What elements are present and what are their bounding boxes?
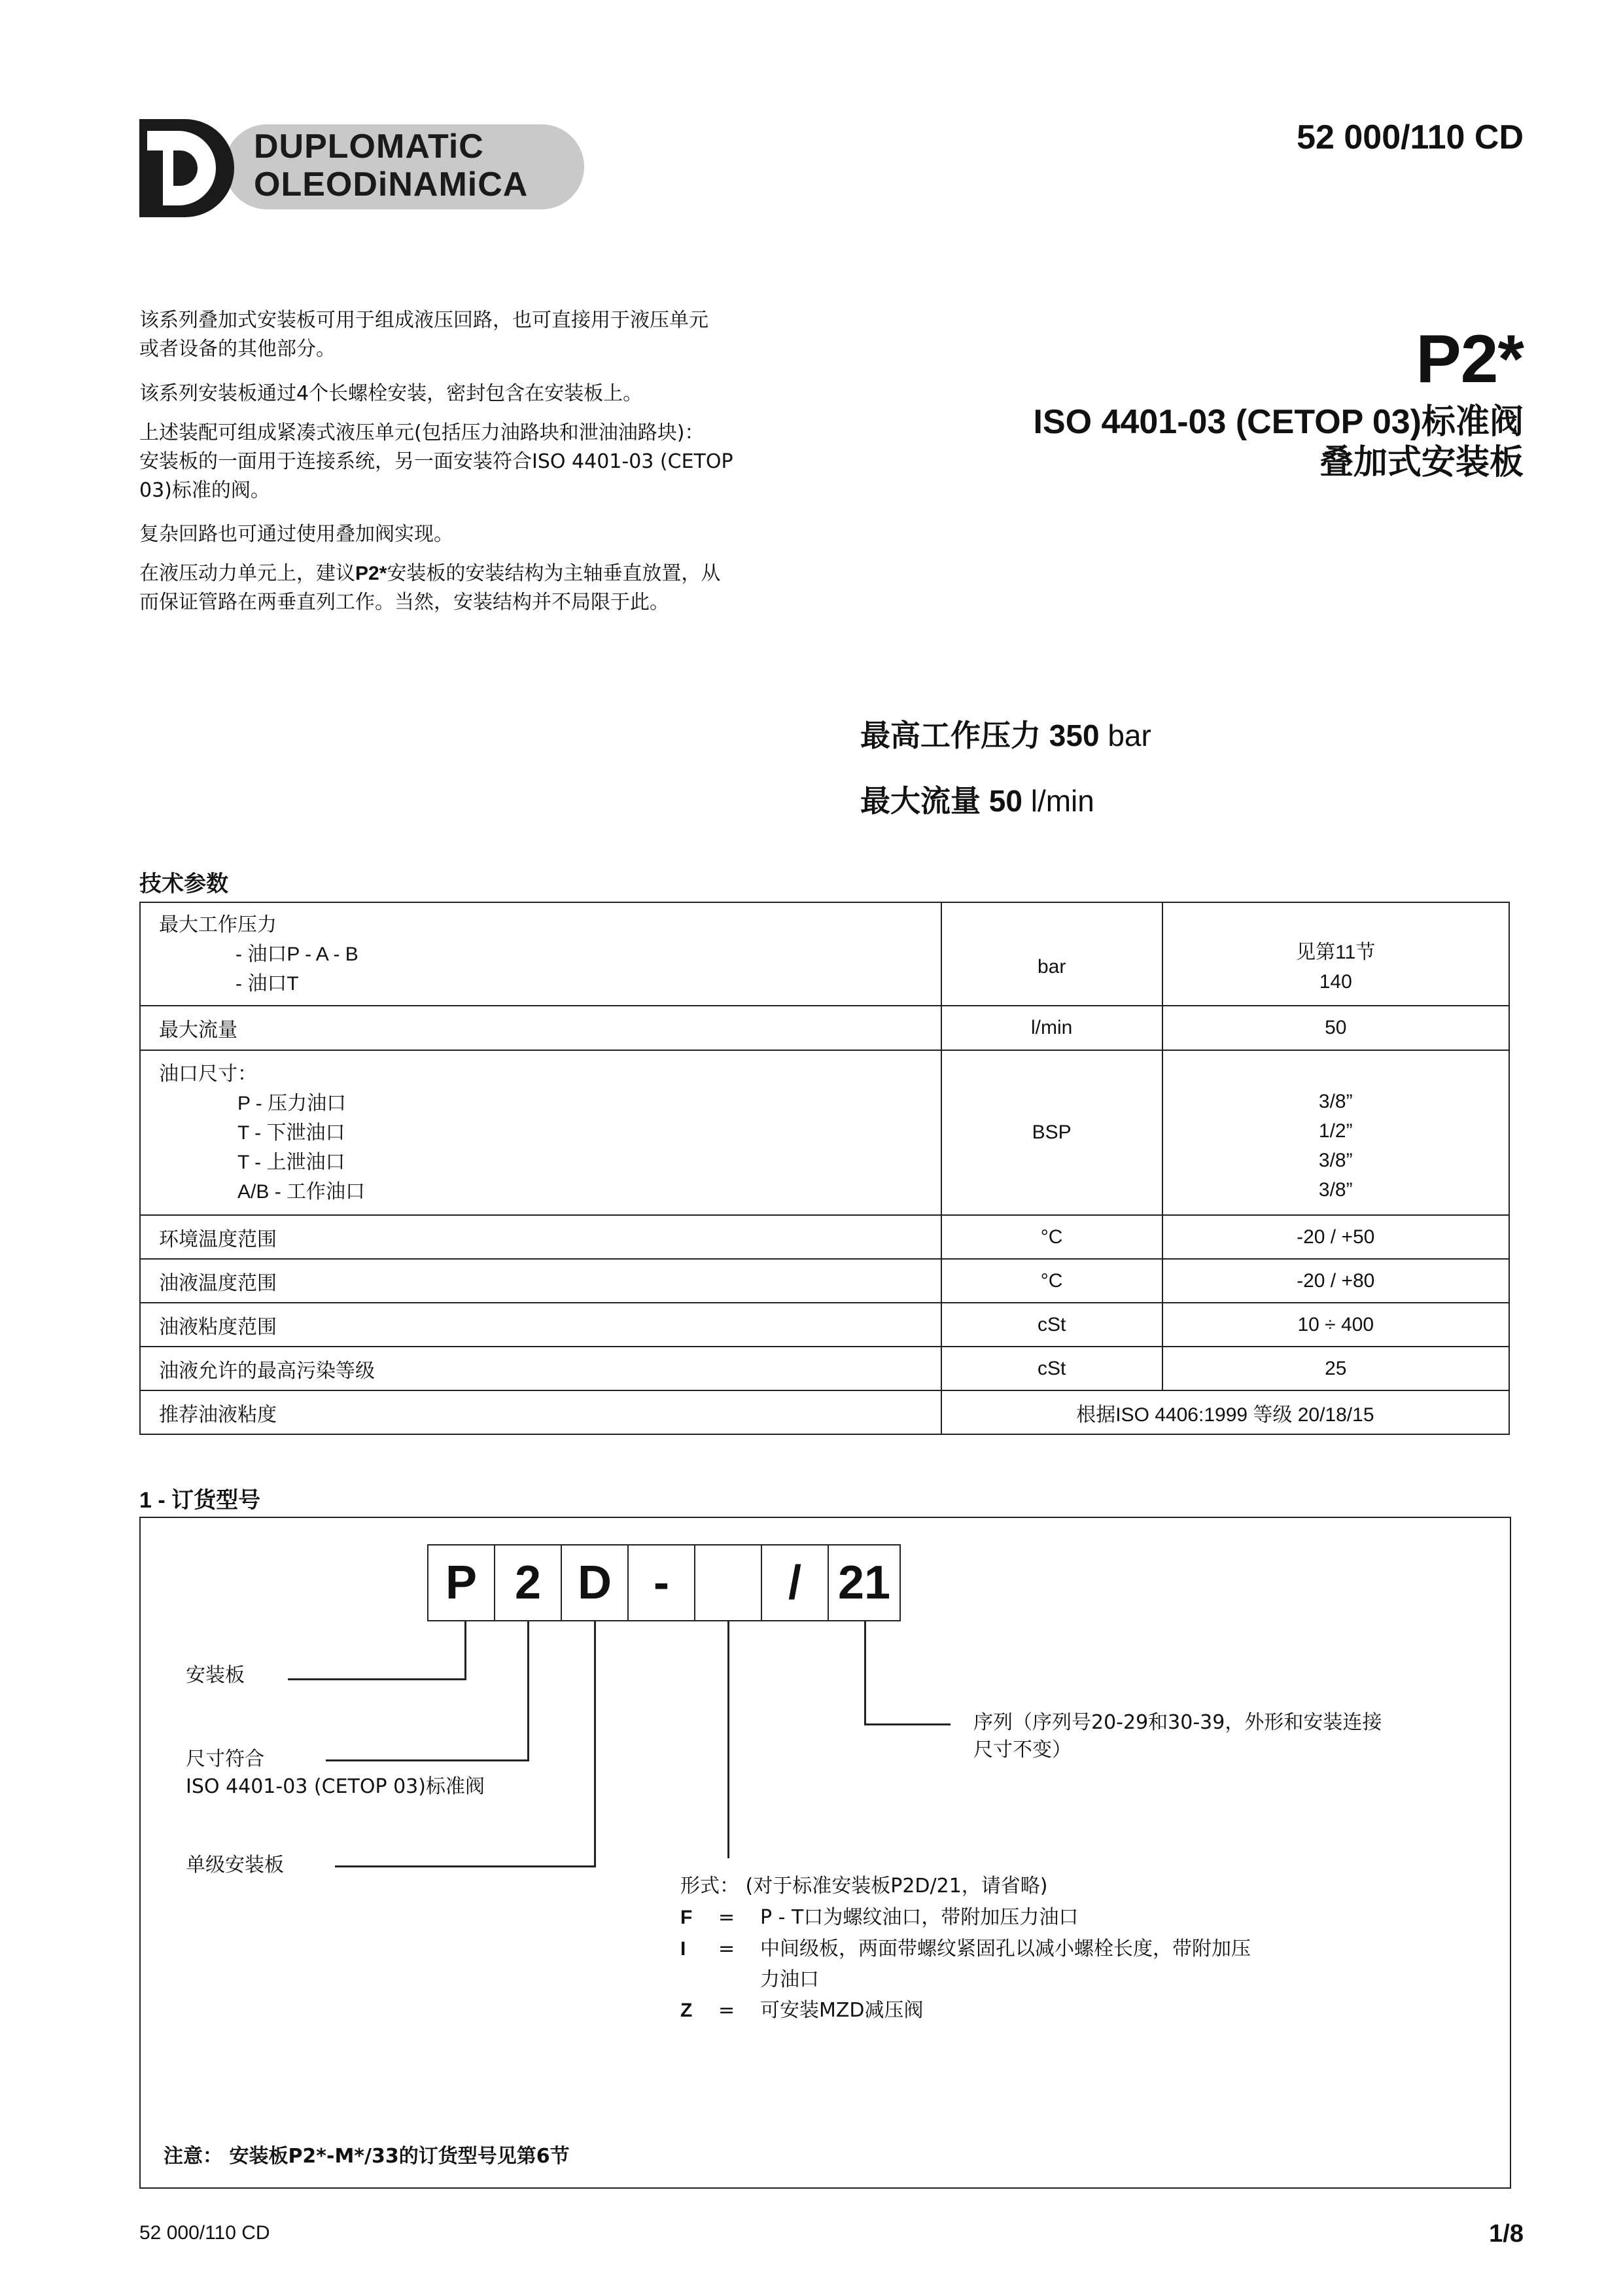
code-cell-slash: / (761, 1544, 829, 1621)
intro-text: 在液压动力单元上，建议 (139, 562, 355, 585)
table-row (140, 902, 1509, 1006)
model-title: P2* (1416, 321, 1524, 397)
param-text: 最大工作压力 (159, 913, 277, 936)
logo-line1: DUPLOMATiC (254, 128, 484, 166)
intro-line: 03)标准的阀。 (139, 479, 270, 502)
logo-line2: OLEODiNAMiCA (254, 166, 529, 203)
intro-paragraph-1 (139, 306, 800, 364)
page-number: 1/8 (1489, 2220, 1524, 2248)
table-row (140, 1347, 1509, 1390)
option-i-eq: = (718, 1937, 735, 1960)
value-cell (1162, 902, 1510, 1006)
unit-cell: bar (941, 902, 1162, 1006)
intro-paragraph-3 (139, 419, 800, 505)
option-i-text-cont: 力油口 (760, 1968, 819, 1991)
label-single: 单级安装板 (186, 1854, 284, 1877)
code-cell-dash: - (627, 1544, 695, 1621)
unit-cell: °C (941, 1215, 1162, 1259)
option-i-key: I (680, 1938, 686, 1960)
option-f-text: P - T口为螺纹油口，带附加压力油口 (760, 1906, 1079, 1929)
param-text: T - 下泄油口 (237, 1122, 345, 1144)
intro-text: 安装板的安装结构为主轴垂直放置，从 (387, 562, 721, 585)
leader-plate-h (288, 1678, 466, 1680)
table-row (140, 1259, 1509, 1303)
leader-plate-v (464, 1621, 466, 1680)
leader-size-v (527, 1621, 529, 1761)
value-text: 3/8” (1318, 1179, 1353, 1201)
value-text: 见第11节 (1296, 942, 1376, 963)
param-text: - 油口T (236, 972, 299, 995)
param-text: P - 压力油口 (237, 1092, 347, 1114)
option-f-key: F (680, 1907, 693, 1928)
order-heading: 1 - 订货型号 (139, 1488, 261, 1513)
unit-cell: BSP (941, 1050, 1162, 1215)
pressure-unit: bar (1108, 718, 1151, 752)
value-text: 1/2” (1318, 1120, 1353, 1142)
flow-unit: l/min (1030, 784, 1094, 818)
option-f-eq: = (718, 1906, 735, 1929)
intro-line (139, 559, 800, 588)
code-cell-2: 2 (494, 1544, 562, 1621)
value-cell: 25 (1162, 1347, 1510, 1390)
param-text: - 油口P - A - B (236, 943, 358, 965)
label-series-line1: 序列（序列号20-29和30-39，外形和安装连接 (973, 1711, 1382, 1734)
param-cell: 油液允许的最高污染等级 (140, 1347, 941, 1390)
param-cell: 最大流量 (140, 1006, 941, 1050)
unit-cell: cSt (941, 1347, 1162, 1390)
param-cell: 推荐油液粘度 (140, 1390, 941, 1434)
label-size-line1: 尺寸符合 (186, 1748, 264, 1771)
option-i-text: 中间级板，两面带螺纹紧固孔以减小螺栓长度，带附加压 (760, 1937, 1251, 1960)
value-cell: -20 / +80 (1162, 1259, 1510, 1303)
value-cell: -20 / +50 (1162, 1215, 1510, 1259)
intro-paragraph-5 (139, 559, 800, 617)
duplomatic-d-icon (139, 119, 241, 217)
code-cell-form (694, 1544, 762, 1621)
option-z-eq: = (718, 1999, 735, 2022)
leader-form-v (727, 1621, 729, 1858)
pressure-label: 最高工作压力 (860, 718, 1041, 752)
leader-series-h (864, 1723, 951, 1725)
param-text: T - 上泄油口 (237, 1151, 345, 1173)
leader-series-v (864, 1621, 866, 1725)
value-cell (1162, 1050, 1510, 1215)
company-logo (139, 119, 584, 217)
param-cell: 油液粘度范围 (140, 1303, 941, 1347)
label-plate: 安装板 (186, 1664, 245, 1687)
param-cell (140, 902, 941, 1006)
unit-cell: l/min (941, 1006, 1162, 1050)
unit-cell: °C (941, 1259, 1162, 1303)
pressure-value: 350 (1049, 718, 1100, 752)
table-row (140, 1215, 1509, 1259)
table-row (140, 1006, 1509, 1050)
tech-table (139, 902, 1510, 1435)
intro-line: 该系列安装板通过4个长螺栓安装，密封包含在安装板上。 (139, 382, 643, 405)
code-cell-series: 21 (828, 1544, 901, 1621)
intro-paragraph-4 (139, 520, 800, 549)
option-z-key: Z (680, 2000, 693, 2021)
value-text: 140 (1319, 971, 1352, 993)
label-form: 形式： (对于标准安装板P2D/21，请省略) (680, 1875, 1048, 1898)
intro-model-bold: P2* (355, 563, 387, 584)
table-row (140, 1390, 1509, 1434)
value-text: 3/8” (1318, 1150, 1353, 1171)
footer-doc-code: 52 000/110 CD (139, 2222, 270, 2244)
leader-single-h (335, 1865, 596, 1867)
option-z-text: 可安装MZD减压阀 (760, 1999, 924, 2022)
intro-line: 上述装配可组成紧凑式液压单元(包括压力油路块和泄油油路块)： (139, 421, 705, 444)
title-line-1: ISO 4401-03 (CETOP 03)标准阀 (1033, 403, 1524, 441)
value-cell: 50 (1162, 1006, 1510, 1050)
label-size-line2: ISO 4401-03 (CETOP 03)标准阀 (186, 1775, 485, 1798)
param-cell: 油液温度范围 (140, 1259, 941, 1303)
label-size (186, 1746, 485, 1801)
param-cell: 环境温度范围 (140, 1215, 941, 1259)
intro-line: 而保证管路在两垂直列工作。当然，安装结构并不局限于此。 (139, 591, 669, 614)
label-series (973, 1709, 1382, 1764)
tech-heading: 技术参数 (139, 872, 228, 896)
param-cell (140, 1050, 941, 1215)
max-flow-spec (860, 777, 1094, 821)
param-text: 油口尺寸： (159, 1063, 257, 1085)
code-cell-p: P (427, 1544, 495, 1621)
max-pressure-spec (860, 712, 1151, 755)
value-text: 3/8” (1318, 1091, 1353, 1112)
intro-line: 复杂回路也可通过使用叠加阀实现。 (139, 523, 453, 546)
unit-cell: cSt (941, 1303, 1162, 1347)
value-cell: 10 ÷ 400 (1162, 1303, 1510, 1347)
intro-paragraph-2 (139, 380, 800, 408)
intro-line: 该系列叠加式安装板可用于组成液压回路，也可直接用于液压单元 (139, 309, 708, 332)
title-line-2: 叠加式安装板 (1319, 444, 1524, 482)
table-row (140, 1050, 1509, 1215)
merged-value-cell: 根据ISO 4406:1999 等级 20/18/15 (941, 1390, 1509, 1434)
flow-label: 最大流量 (860, 784, 981, 818)
leader-single-v (594, 1621, 596, 1867)
intro-line: 安装板的一面用于连接系统，另一面安装符合ISO 4401-03 (CETOP (139, 450, 733, 473)
order-note: 注意： 安装板P2*-M*/33的订货型号见第6节 (164, 2145, 570, 2168)
label-series-line2: 尺寸不变） (973, 1739, 1072, 1761)
intro-line: 或者设备的其他部分。 (139, 338, 336, 361)
table-row (140, 1303, 1509, 1347)
code-cell-d: D (561, 1544, 629, 1621)
document-code: 52 000/110 CD (1297, 118, 1524, 156)
flow-value: 50 (988, 784, 1022, 818)
param-text: A/B - 工作油口 (237, 1180, 366, 1203)
